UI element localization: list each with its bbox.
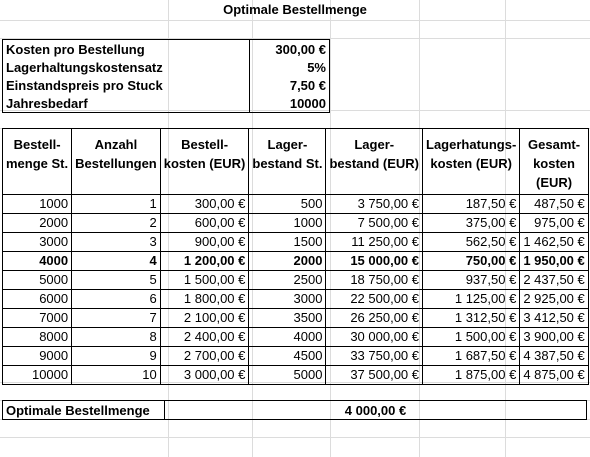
table-cell[interactable]: 1 462,50 € bbox=[520, 233, 588, 252]
summary-value[interactable]: 4 000,00 € bbox=[344, 402, 407, 418]
table-cell[interactable]: 1500 bbox=[249, 233, 326, 252]
column-header[interactable] bbox=[520, 129, 588, 195]
table-cell[interactable]: 2 437,50 € bbox=[520, 271, 588, 290]
table-cell[interactable]: 1000 bbox=[3, 195, 72, 214]
param-row bbox=[3, 58, 330, 76]
param-row bbox=[3, 94, 330, 113]
table-cell[interactable]: 4 bbox=[72, 252, 161, 271]
table-cell[interactable]: 1 bbox=[72, 195, 161, 214]
param-value[interactable]: 7,50 € bbox=[289, 77, 326, 93]
table-cell[interactable]: 2 bbox=[72, 214, 161, 233]
column-header[interactable] bbox=[72, 129, 161, 195]
column-header[interactable] bbox=[249, 129, 326, 195]
column-header-line: Lager- bbox=[267, 137, 308, 152]
table-cell[interactable]: 900,00 € bbox=[160, 233, 249, 252]
table-cell[interactable]: 600,00 € bbox=[160, 214, 249, 233]
table-cell[interactable]: 4 875,00 € bbox=[520, 366, 588, 385]
table-cell[interactable]: 2000 bbox=[3, 214, 72, 233]
table-cell[interactable]: 2 400,00 € bbox=[160, 328, 249, 347]
table-body bbox=[3, 195, 589, 385]
table-cell[interactable]: 18 750,00 € bbox=[326, 271, 423, 290]
column-header-line: Gesamt- bbox=[528, 137, 581, 152]
table-cell[interactable]: 37 500,00 € bbox=[326, 366, 423, 385]
parameters-table bbox=[2, 39, 330, 113]
table-row bbox=[3, 195, 589, 214]
table-cell[interactable]: 3 900,00 € bbox=[520, 328, 588, 347]
column-header-line: Bestellungen bbox=[75, 156, 157, 171]
table-cell[interactable]: 2 100,00 € bbox=[160, 309, 249, 328]
param-label[interactable]: Kosten pro Bestellung bbox=[3, 40, 250, 59]
table-cell[interactable]: 1 950,00 € bbox=[520, 252, 588, 271]
table-row bbox=[3, 309, 589, 328]
param-label[interactable]: Lagerhaltungskostensatz bbox=[3, 58, 250, 76]
table-row bbox=[3, 347, 589, 366]
table-cell[interactable]: 1 200,00 € bbox=[160, 252, 249, 271]
table-cell[interactable]: 30 000,00 € bbox=[326, 328, 423, 347]
column-header-line: Bestell- bbox=[13, 137, 61, 152]
table-cell[interactable]: 3000 bbox=[249, 290, 326, 309]
column-header-line: Anzahl bbox=[94, 137, 138, 152]
param-value[interactable]: 5% bbox=[307, 59, 326, 75]
sheet-title[interactable]: Optimale Bestellmenge bbox=[223, 2, 367, 17]
table-cell[interactable]: 1 125,00 € bbox=[423, 290, 520, 309]
table-cell[interactable]: 26 250,00 € bbox=[326, 309, 423, 328]
column-header[interactable] bbox=[160, 129, 249, 195]
param-row bbox=[3, 40, 330, 59]
table-cell[interactable]: 4500 bbox=[249, 347, 326, 366]
table-cell[interactable]: 750,00 € bbox=[423, 252, 520, 271]
column-header-line: bestand (EUR) bbox=[329, 156, 420, 171]
table-cell[interactable]: 5000 bbox=[249, 366, 326, 385]
table-cell[interactable]: 937,50 € bbox=[423, 271, 520, 290]
table-cell[interactable]: 1 500,00 € bbox=[423, 328, 520, 347]
table-row bbox=[3, 366, 589, 385]
table-cell[interactable]: 9000 bbox=[3, 347, 72, 366]
table-cell[interactable]: 7 500,00 € bbox=[326, 214, 423, 233]
table-row bbox=[3, 271, 589, 290]
column-header-line: Lager- bbox=[354, 137, 395, 152]
table-cell[interactable]: 2 700,00 € bbox=[160, 347, 249, 366]
table-cell[interactable]: 7000 bbox=[3, 309, 72, 328]
table-cell[interactable]: 3 bbox=[72, 233, 161, 252]
table-cell[interactable]: 5 bbox=[72, 271, 161, 290]
column-header[interactable] bbox=[423, 129, 520, 195]
column-header-line: Bestell- bbox=[181, 137, 229, 152]
column-header-line: kosten (EUR) bbox=[430, 156, 512, 171]
table-cell[interactable]: 6000 bbox=[3, 290, 72, 309]
param-row bbox=[3, 76, 330, 94]
table-cell[interactable]: 1 875,00 € bbox=[423, 366, 520, 385]
table-cell[interactable]: 5000 bbox=[3, 271, 72, 290]
table-cell[interactable]: 1000 bbox=[249, 214, 326, 233]
column-header-line: kosten (EUR) bbox=[163, 156, 246, 171]
table-cell[interactable]: 1 687,50 € bbox=[423, 347, 520, 366]
table-cell[interactable]: 3000 bbox=[3, 233, 72, 252]
column-header-line: menge St. bbox=[6, 156, 69, 171]
table-cell[interactable]: 10 bbox=[72, 366, 161, 385]
table-cell[interactable]: 1 312,50 € bbox=[423, 309, 520, 328]
column-header-line: (EUR) bbox=[535, 175, 573, 190]
table-cell[interactable]: 9 bbox=[72, 347, 161, 366]
table-cell[interactable]: 375,00 € bbox=[423, 214, 520, 233]
table-cell[interactable]: 8 bbox=[72, 328, 161, 347]
table-cell[interactable]: 4000 bbox=[249, 328, 326, 347]
summary-table bbox=[2, 400, 587, 420]
table-cell[interactable]: 562,50 € bbox=[423, 233, 520, 252]
table-cell[interactable]: 15 000,00 € bbox=[326, 252, 423, 271]
column-header-line: Lagerhatungs- bbox=[426, 137, 517, 152]
param-value[interactable]: 10000 bbox=[289, 95, 326, 111]
param-label[interactable]: Jahresbedarf bbox=[3, 94, 250, 113]
table-cell[interactable]: 500 bbox=[249, 195, 326, 214]
order-quantity-table bbox=[2, 128, 589, 385]
table-cell[interactable]: 3 000,00 € bbox=[160, 366, 249, 385]
param-value[interactable]: 300,00 € bbox=[275, 41, 326, 57]
table-cell[interactable]: 2 925,00 € bbox=[520, 290, 588, 309]
table-row bbox=[3, 233, 589, 252]
table-cell[interactable]: 975,00 € bbox=[520, 214, 588, 233]
table-cell[interactable]: 487,50 € bbox=[520, 195, 588, 214]
table-cell[interactable]: 300,00 € bbox=[160, 195, 249, 214]
header-row bbox=[3, 129, 589, 195]
table-cell[interactable]: 1 800,00 € bbox=[160, 290, 249, 309]
table-cell[interactable]: 22 500,00 € bbox=[326, 290, 423, 309]
column-header-line: kosten bbox=[533, 156, 575, 171]
table-cell[interactable]: 1 500,00 € bbox=[160, 271, 249, 290]
table-cell[interactable]: 2000 bbox=[249, 252, 326, 271]
table-cell[interactable]: 4000 bbox=[3, 252, 72, 271]
table-cell[interactable]: 10000 bbox=[3, 366, 72, 385]
summary-row bbox=[3, 401, 587, 420]
summary-label[interactable]: Optimale Bestellmenge bbox=[3, 401, 165, 420]
table-cell[interactable]: 33 750,00 € bbox=[326, 347, 423, 366]
table-cell[interactable]: 6 bbox=[72, 290, 161, 309]
table-cell[interactable]: 3 750,00 € bbox=[326, 195, 423, 214]
table-row bbox=[3, 290, 589, 309]
table-row bbox=[3, 214, 589, 233]
table-row bbox=[3, 252, 589, 271]
column-header[interactable] bbox=[326, 129, 423, 195]
table-cell[interactable]: 3500 bbox=[249, 309, 326, 328]
column-header-line: bestand St. bbox=[252, 156, 323, 171]
table-cell[interactable]: 187,50 € bbox=[423, 195, 520, 214]
table-cell[interactable]: 2500 bbox=[249, 271, 326, 290]
table-row bbox=[3, 328, 589, 347]
table-cell[interactable]: 3 412,50 € bbox=[520, 309, 588, 328]
table-cell[interactable]: 7 bbox=[72, 309, 161, 328]
column-header[interactable] bbox=[3, 129, 72, 195]
table-cell[interactable]: 8000 bbox=[3, 328, 72, 347]
param-label[interactable]: Einstandspreis pro Stuck bbox=[3, 76, 250, 94]
table-cell[interactable]: 11 250,00 € bbox=[326, 233, 423, 252]
table-cell[interactable]: 4 387,50 € bbox=[520, 347, 588, 366]
